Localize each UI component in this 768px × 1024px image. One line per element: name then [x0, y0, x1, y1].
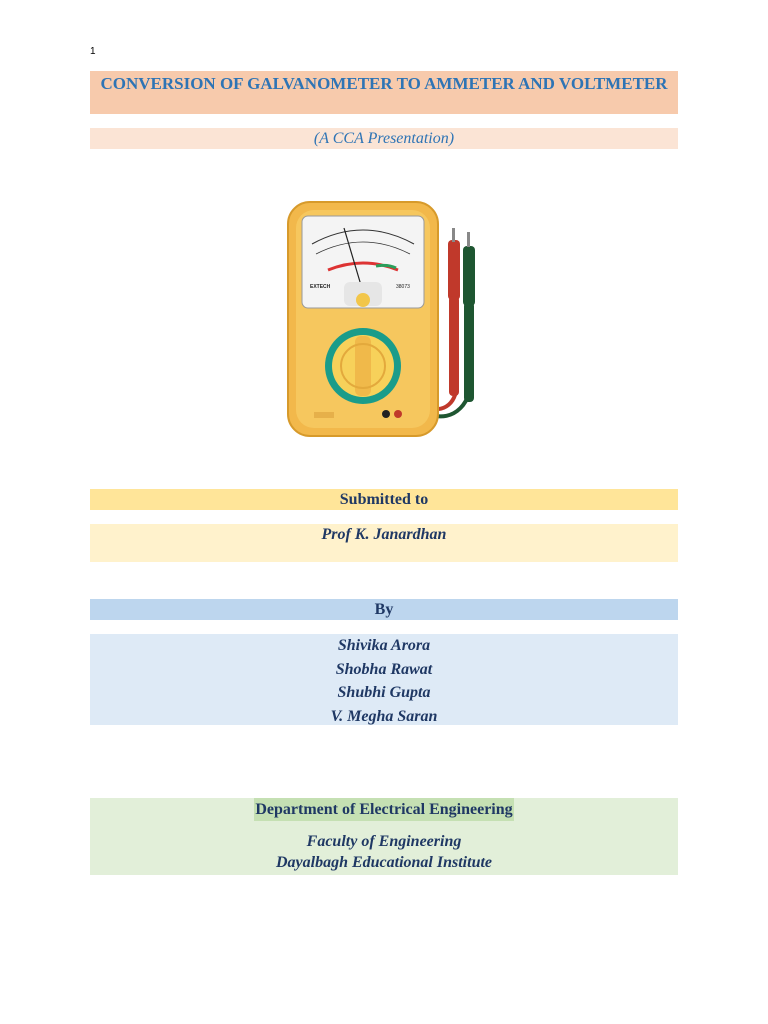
department-block: [90, 798, 678, 875]
model-text: 38073: [396, 284, 410, 290]
brand-text: EXTECH: [310, 284, 331, 290]
department-name: Department of Electrical Engineering: [254, 798, 513, 821]
page-number: 1: [90, 46, 96, 57]
faculty-name: Faculty of Engineering: [306, 833, 462, 850]
institute-name: Dayalbagh Educational Institute: [275, 854, 493, 871]
multimeter-image: [284, 196, 484, 440]
analog-multimeter-icon: [284, 196, 484, 440]
page-title: CONVERSION OF GALVANOMETER TO AMMETER AND VOLTMETER: [90, 71, 678, 114]
by-heading: By: [90, 599, 678, 620]
supervisor-name: Prof K. Janardhan: [321, 526, 447, 543]
author-name: Shubhi Gupta: [337, 684, 431, 701]
submitted-to-block: [90, 524, 678, 562]
author-name: V. Megha Saran: [330, 707, 438, 725]
author-name: Shobha Rawat: [335, 660, 433, 678]
author-name: Shivika Arora: [337, 637, 431, 654]
authors-block: [90, 634, 678, 725]
submitted-to-heading: Submitted to: [90, 489, 678, 510]
page-subtitle: (A CCA Presentation): [90, 128, 678, 149]
